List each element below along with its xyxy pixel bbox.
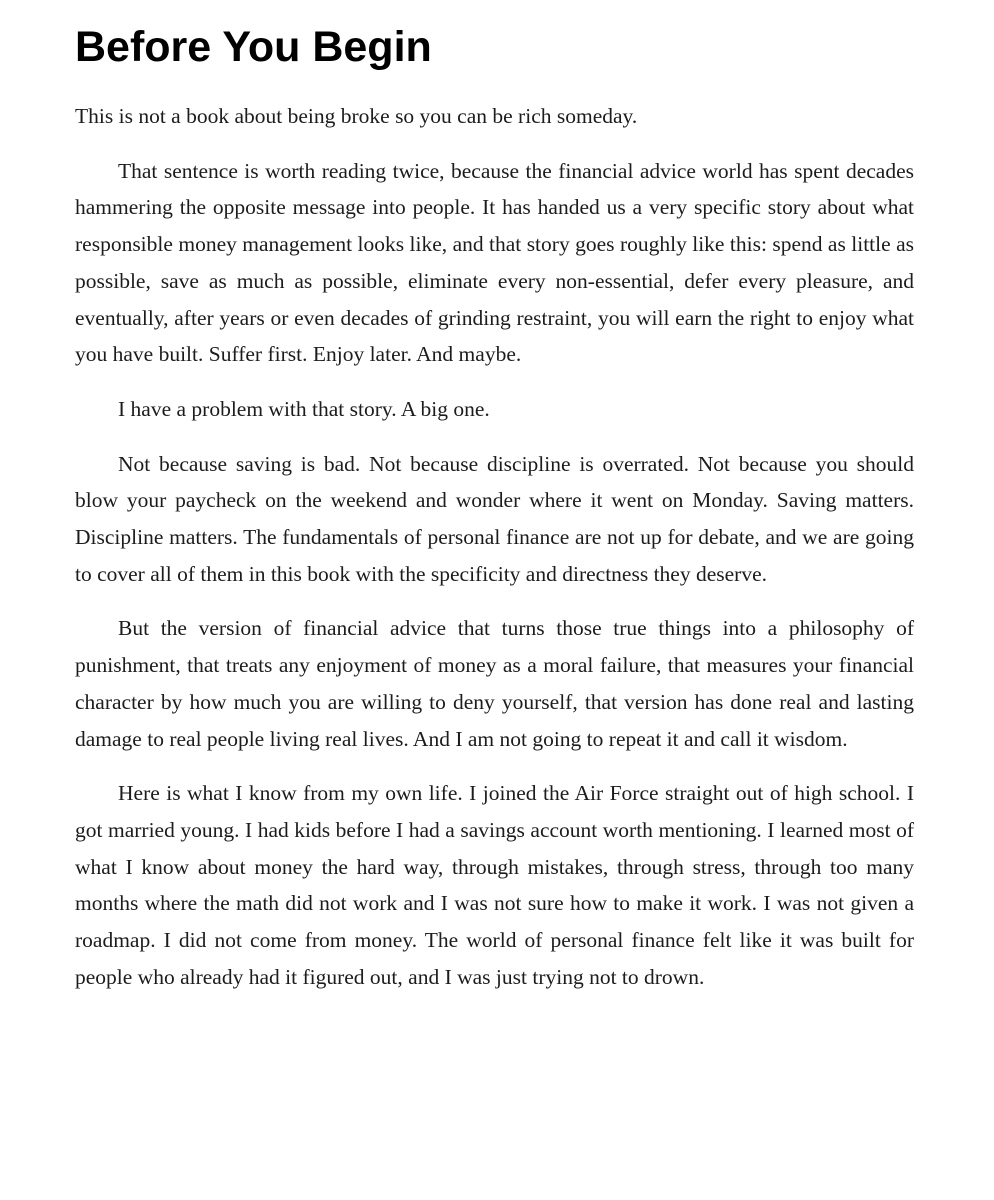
paragraph: That sentence is worth reading twice, because the financial advice world has spent decades hammering the opposite message into people. It has handed us a very specific story about what responsible money management looks like, and that story goes roughly like this: spend as little as possible, save as much as possible, eliminate every non-essential, defer every pleasure, and eventually, after years or even decades of grinding restraint, you will earn the right to enjoy what you have built. Suffer first. Enjoy later. And maybe. — [75, 158, 914, 367]
paragraph: Here is what I know from my own life. I joined the Air Force straight out of high school. I got married young. I had kids before I had a savings account worth mentioning. I learned most of what I know about money the hard way, through mistakes, through stress, through too many months where the math did not work and I was not sure how to make it work. I was not given a roadmap. I did not come from money. The world of personal finance felt like it was built for people who already had it figured out, and I was just trying not to drown. — [75, 781, 914, 989]
paragraph: I have a problem with that story. A big one. — [118, 396, 490, 421]
chapter-title: Before You Begin — [75, 23, 432, 71]
paragraph: But the version of financial advice that turns those true things into a philosophy of punishment, that treats any enjoyment of money as a moral failure, that measures your financial character by how much you are willing to deny yourself, that version has done real and lasting damage to real people living real lives. And I am not going to repeat it and call it wisdom. — [75, 616, 914, 751]
document-page — [75, 0, 914, 995]
paragraph-opening: This is not a book about being broke so you can be rich someday. — [75, 104, 638, 128]
paragraph: Not because saving is bad. Not because discipline is overrated. Not because you should blow your paycheck on the weekend and wonder where it went on Monday. Saving matters. Discipline matters. The fundamentals of personal finance are not up for debate, and we are going to cover all of them in this book with the specificity and directness they deserve. — [75, 451, 914, 586]
